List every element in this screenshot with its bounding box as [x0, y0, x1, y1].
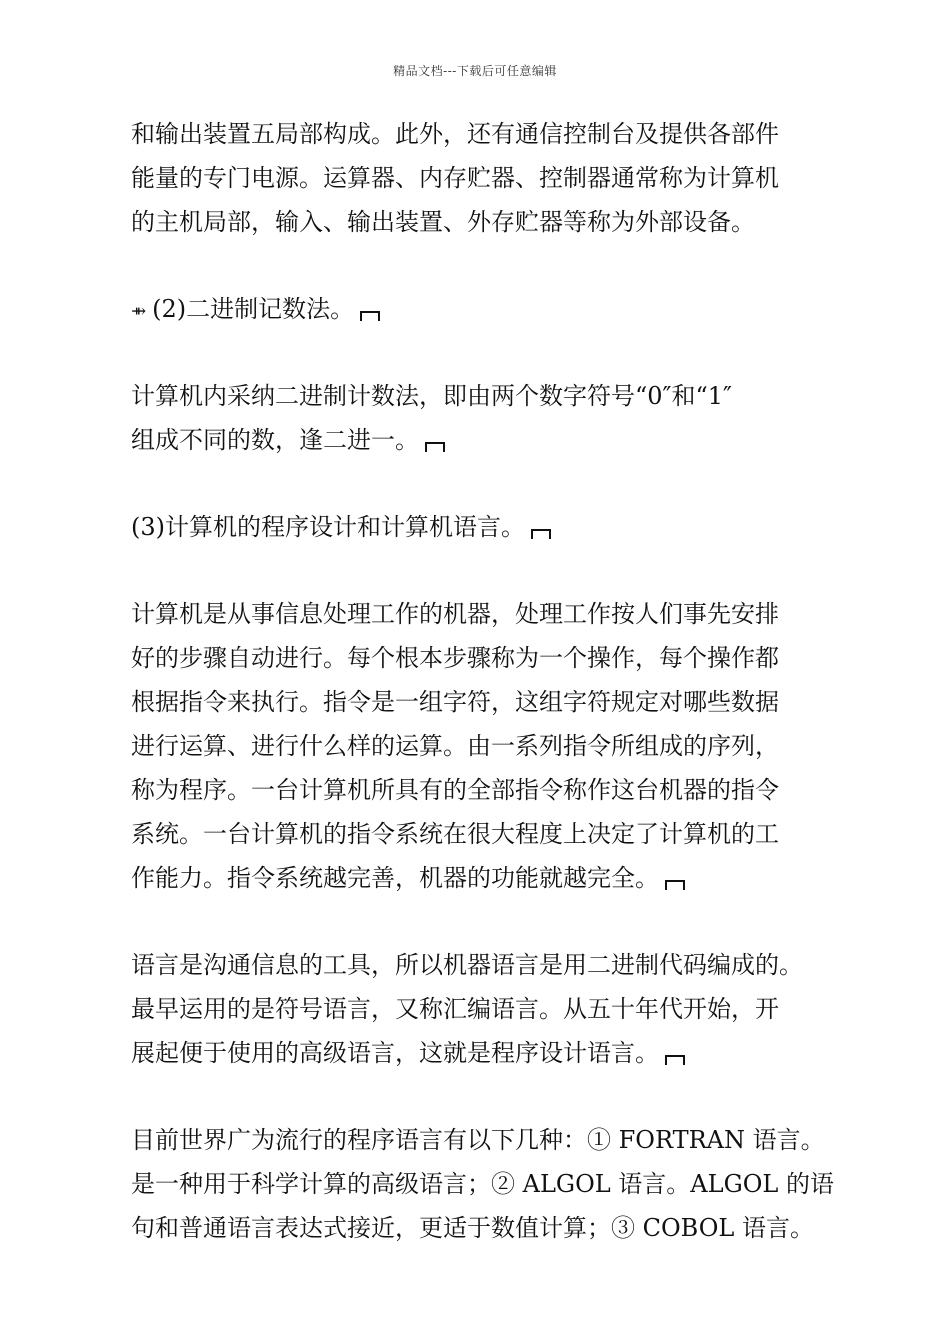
text-line: 好的步骤自动进行。每个根本步骤称为一个操作，每个操作都 [131, 644, 779, 672]
paragraph-binary-heading [131, 287, 851, 331]
paragraph-languages [131, 943, 851, 1075]
paragraph-end-mark-icon [425, 442, 445, 452]
text-line: 称为程序。一台计算机所具有的全部指令称作这台机器的指令 [131, 776, 779, 804]
text-line: 最早运用的是符号语言，又称汇编语言。从五十年代开始，开 [131, 995, 779, 1023]
text-line: 计算机内采纳二进制计数法，即由两个数字符号“0″和“1″ [131, 382, 733, 410]
paragraph-hardware [131, 112, 851, 244]
text-line: 能量的专门电源。运算器、内存贮器、控制器通常称为计算机 [131, 164, 779, 192]
text-line: 目前世界广为流行的程序语言有以下几种：① FORTRAN 语言。 [131, 1126, 825, 1154]
text-line [131, 287, 851, 331]
text-line: 句和普通语言表达式接近，更适于数值计算；③ COBOL 语言。 [131, 1214, 814, 1242]
paragraph-popular-languages [131, 1118, 851, 1250]
text-line: 根据指令来执行。指令是一组字符，这组字符规定对哪些数据 [131, 688, 779, 716]
paragraph-end-mark-icon [360, 311, 380, 321]
section-heading: (2)二进制记数法。 [152, 295, 355, 323]
text-line: 进行运算、进行什么样的运算。由一系列指令所组成的序列， [131, 732, 779, 760]
list-prefix-symbol: ⇻ [131, 301, 147, 322]
document-body [131, 112, 851, 1293]
text-line: 展起便于使用的高级语言，这就是程序设计语言。 [131, 1031, 851, 1075]
text-line: 计算机是从事信息处理工作的机器，处理工作按人们事先安排 [131, 600, 779, 628]
paragraph-binary [131, 374, 851, 462]
paragraph-end-mark-icon [665, 1055, 685, 1065]
text-line: 组成不同的数，逢二进一。 [131, 418, 851, 462]
text-line: 系统。一台计算机的指令系统在很大程度上决定了计算机的工 [131, 820, 779, 848]
paragraph-instructions [131, 592, 851, 900]
paragraph-programming-heading [131, 505, 851, 549]
text-line [131, 505, 851, 549]
text-line: 语言是沟通信息的工具，所以机器语言是用二进制代码编成的。 [131, 951, 803, 979]
text-line: 是一种用于科学计算的高级语言；② ALGOL 语言。ALGOL 的语 [131, 1170, 834, 1198]
text-line: 和输出装置五局部构成。此外，还有通信控制台及提供各部件 [131, 120, 779, 148]
paragraph-end-mark-icon [665, 880, 685, 890]
page-header: 精品文档---下载后可任意编辑 [393, 64, 557, 78]
paragraph-end-mark-icon [531, 529, 551, 539]
text-line: 作能力。指令系统越完善，机器的功能就越完全。 [131, 856, 851, 900]
section-heading: (3)计算机的程序设计和计算机语言。 [131, 513, 525, 541]
text-line: 的主机局部，输入、输出装置、外存贮器等称为外部设备。 [131, 208, 755, 236]
